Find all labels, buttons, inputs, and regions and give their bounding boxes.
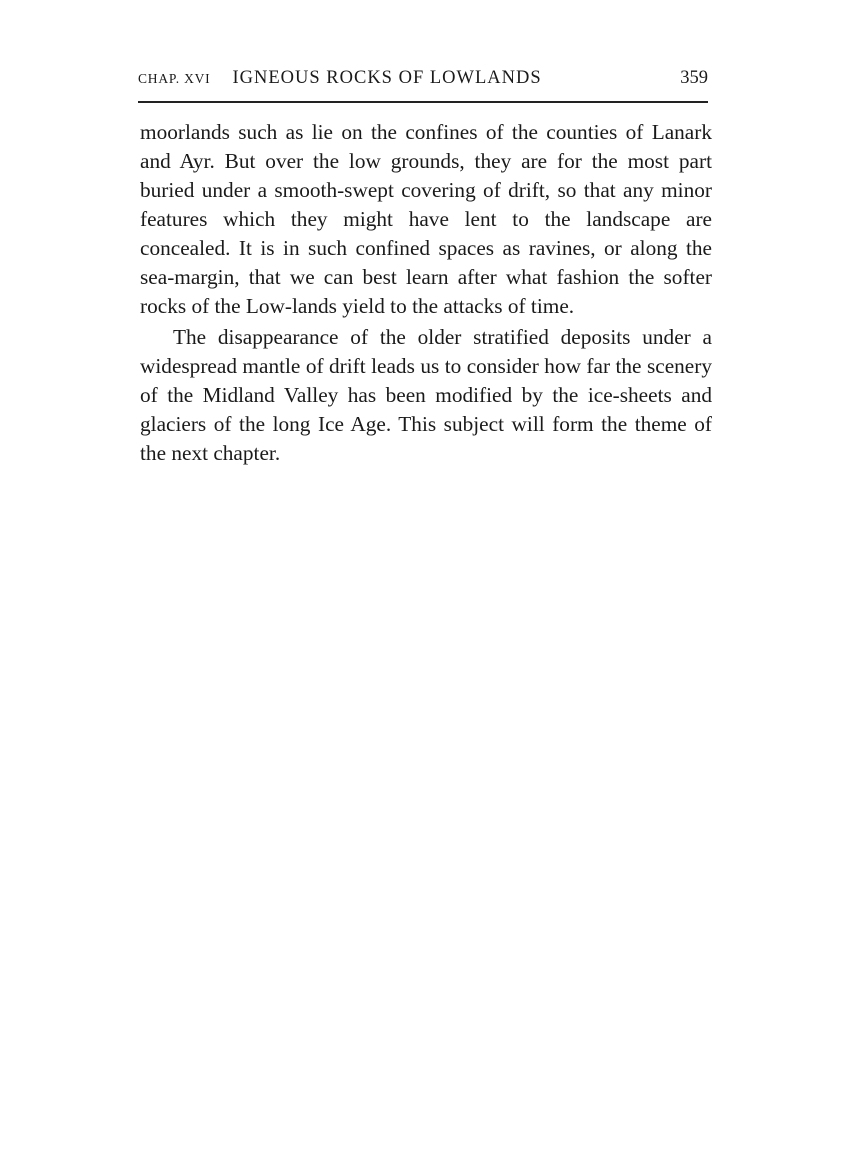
running-title: IGNEOUS ROCKS OF LOWLANDS: [232, 68, 542, 88]
paragraph-1: moorlands such as lie on the confines of the counties of Lanark and Ayr. But over the low grounds, they are for the most part buried under a smooth-swept covering of drift, so that any minor features which they might have lent to the landscape are concealed. It is in such confined spaces as ravines, or along the sea-margin, that we can best learn after what fashion the softer rocks of the Low-lands yield to the attacks of time.: [140, 120, 712, 318]
paragraph-2: The disappearance of the older stratified deposits under a widespread mantle of drift leads us to consider how far the scenery of the Midland Valley has been modified by the ice-sheets and glaciers of the long Ice Age. This subject will form the theme of the next chapter.: [140, 325, 712, 465]
running-head-left: [138, 68, 542, 89]
running-head: [138, 68, 708, 98]
page-number: 359: [680, 68, 708, 88]
header-rule: [138, 101, 708, 103]
body-text: [140, 118, 712, 468]
chapter-label: CHAP. XVI: [138, 71, 211, 86]
